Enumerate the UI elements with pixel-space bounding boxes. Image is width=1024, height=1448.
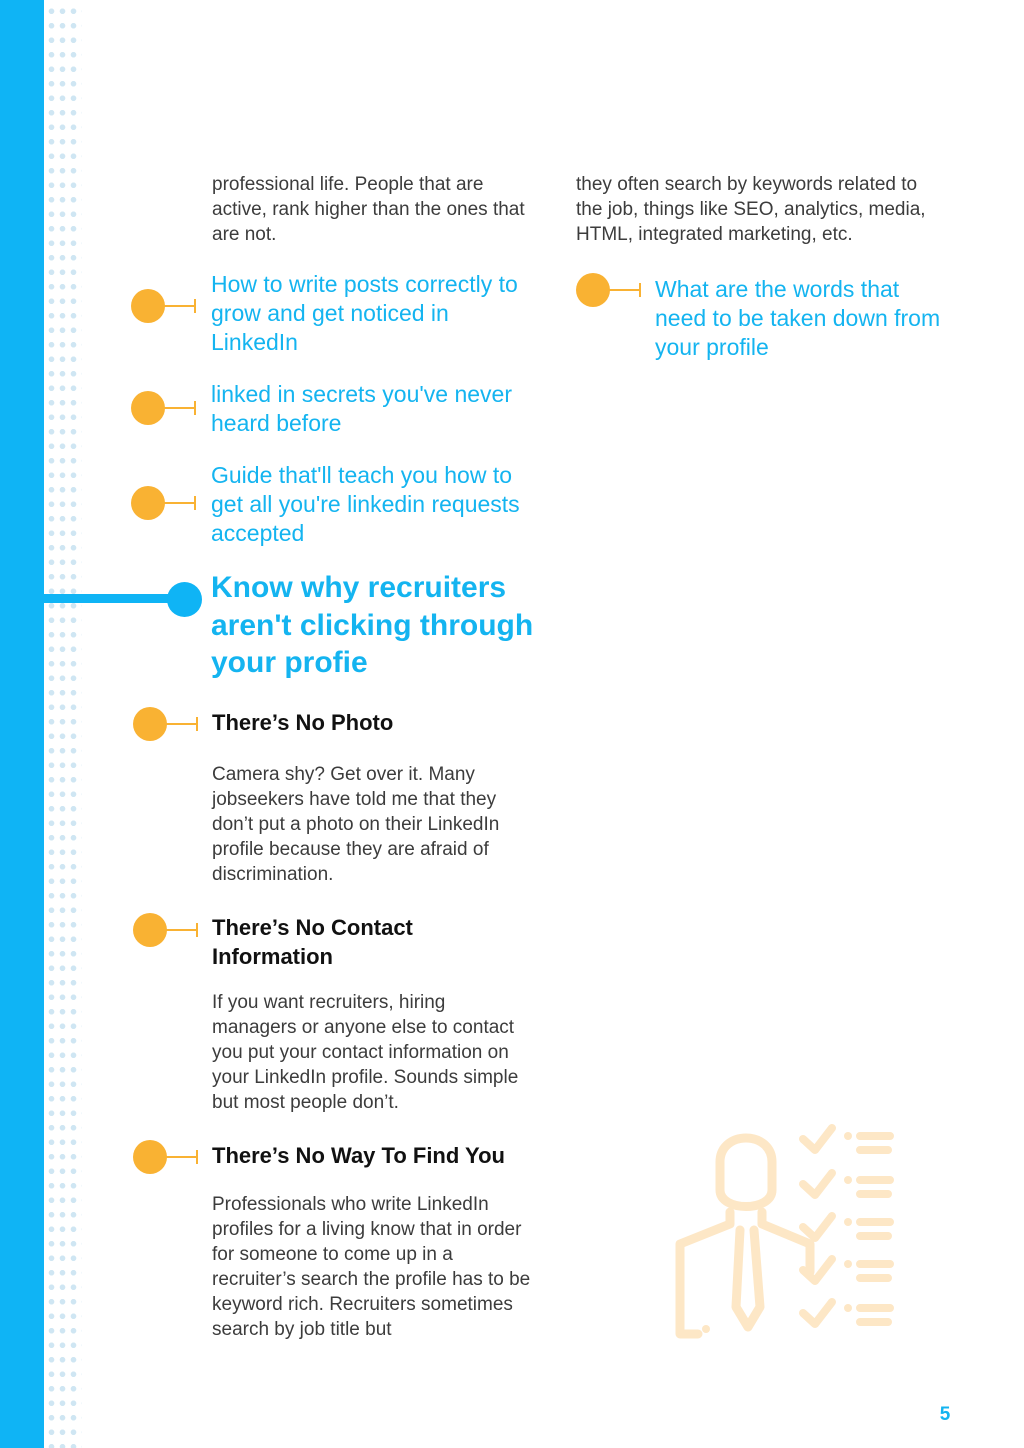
reason-title: There’s No Way To Find You bbox=[212, 1143, 505, 1168]
list-item-title: How to write posts correctly to grow and get noticed in LinkedIn bbox=[211, 271, 518, 355]
page-number: 5 bbox=[939, 1404, 951, 1425]
bullet-marker bbox=[576, 270, 648, 310]
bullet-marker bbox=[133, 1137, 205, 1177]
reason-body: Camera shy? Get over it. Many jobseekers have told me that they don’t put a photo on their LinkedIn profile because they are afraid of discrimination. bbox=[212, 764, 500, 885]
bullet-marker bbox=[133, 910, 205, 950]
list-item-title: linked in secrets you've never heard before bbox=[211, 381, 512, 436]
list-item-title: What are the words that need to be taken down from your profile bbox=[655, 276, 941, 360]
reason-title: There’s No Photo bbox=[212, 710, 394, 735]
section-connector-line bbox=[44, 594, 174, 603]
dot-pattern bbox=[44, 0, 82, 1448]
sidebar-stripe bbox=[0, 0, 44, 1448]
bullet-marker bbox=[133, 704, 205, 744]
left-intro-paragraph: professional life. People that are active, rank higher than the ones that are not. bbox=[212, 174, 525, 245]
reason-body: Professionals who write LinkedIn profiles for a living know that in order for someone to come up in a recruiter’s search the profile has to be keyword rich. Recruiters sometimes search by job title but bbox=[212, 1194, 531, 1340]
reason-title: There’s No Contact Information bbox=[212, 915, 413, 969]
section-connector-dot bbox=[167, 582, 202, 617]
section-heading: Know why recruiters aren't clicking through your profie bbox=[211, 571, 534, 679]
person-checklist-icon bbox=[670, 1112, 900, 1347]
bullet-marker bbox=[131, 388, 203, 428]
reason-body: If you want recruiters, hiring managers or anyone else to contact you put your contact information on your LinkedIn profile. Sounds simple but most people don’t. bbox=[212, 992, 519, 1113]
bullet-marker bbox=[131, 483, 203, 523]
bullet-marker bbox=[131, 286, 203, 326]
list-item-title: Guide that'll teach you how to get all you're linkedin requests accepted bbox=[211, 462, 520, 546]
right-intro-paragraph: they often search by keywords related to the job, things like SEO, analytics, media, HTML, integrated marketing, etc. bbox=[576, 174, 926, 245]
